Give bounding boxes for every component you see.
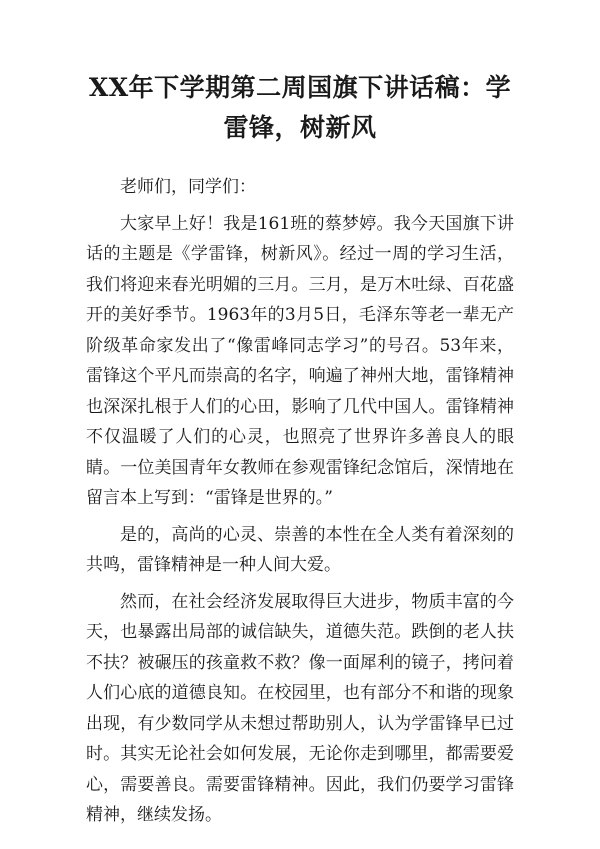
greeting: 老师们，同学们： (120, 177, 256, 197)
document-title: XX年下学期第二周国旗下讲话稿：学雷锋，树新风 (88, 73, 512, 142)
paragraph-3: 然而，在社会经济发展取得巨大进步，物质丰富的今天，也暴露出局部的诚信缺失，道德失范。跌倒的老人扶不扶？被碾压的孩童救不救？像一面犀利的镜子，拷问着人们心底的道德良知。在校园里，也有部分不和谐的现象出现，有少数同学从未想过帮助别人，认为学雷锋早已过时。其实无论社会如何发展，无论你走到哪里，都需要爱心，需要善良。需要雷锋精神。因此，我们仍要学习雷锋精神，继续发扬。 (86, 591, 514, 825)
paragraph-1: 大家早上好！我是161班的蔡梦婷。我今天国旗下讲话的主题是《学雷锋，树新风》。经过一周的学习生活，我们将迎来春光明媚的三月。三月，是万木吐绿、百花盛开的美好季节。1963年的3月5日，毛泽东等老一辈无产阶级革命家发出了“像雷峰同志学习”的号召。53年来，雷锋这个平凡而崇高的名字，响遍了神州大地，雷锋精神也深深扎根于人们的心田，影响了几代中国人。雷锋精神不仅温暖了人们的心灵，也照亮了世界许多善良人的眼睛。一位美国青年女教师在参观雷锋纪念馆后，深情地在留言本上写到：“雷锋是世界的。” (86, 213, 514, 508)
paragraph-2: 是的，高尚的心灵、崇善的本性在全人类有着深刻的共鸣，雷锋精神是一种人间大爱。 (86, 524, 514, 575)
